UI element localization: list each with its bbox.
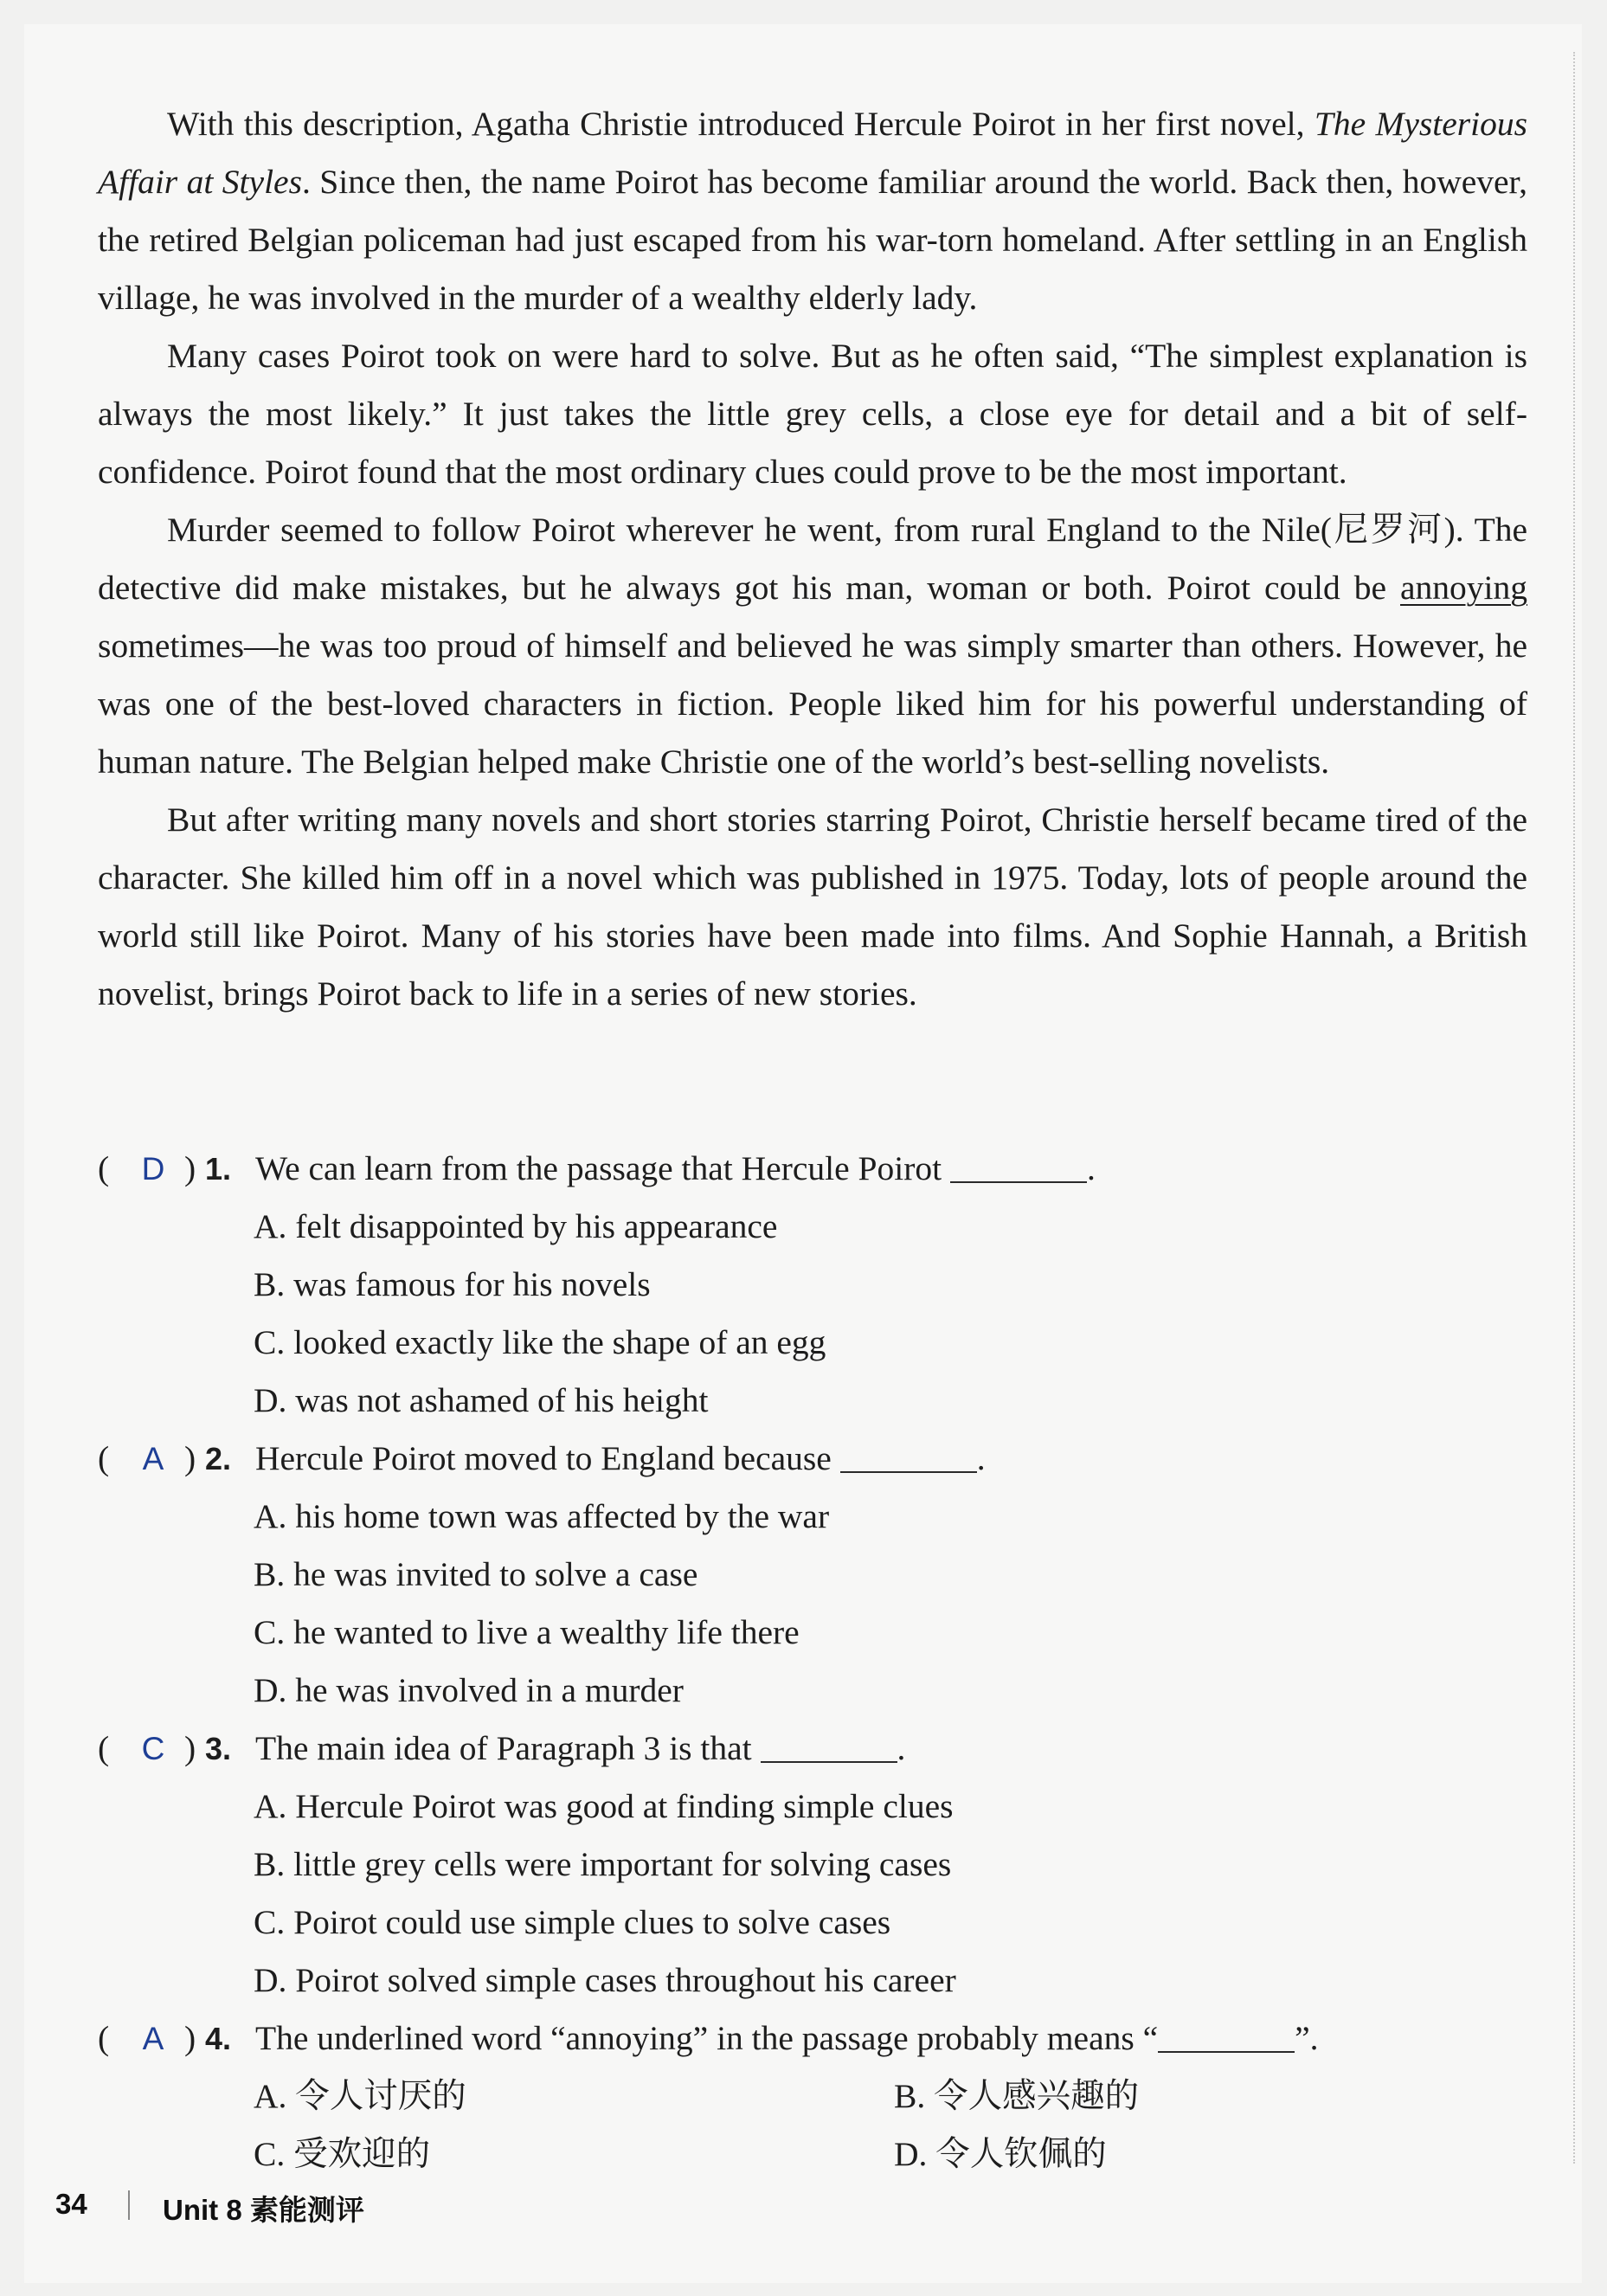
option-a: A. 令人讨厌的	[254, 2077, 466, 2115]
passage-paragraph-4: But after writing many novels and short stories starring Poirot, Christie herself became tired of the character. She killed him off in a novel which was published in 1975. Today, lots of people around the world still like Poirot. Many of his stories have been made into films. And Sophie Hannah, a British novelist, brings Poirot back to life in a series of new stories.	[98, 801, 1527, 1013]
question-4	[98, 2010, 1527, 2183]
option-d: D. Poirot solved simple cases throughout his career	[254, 1961, 956, 1999]
question-stem-row: ( A ) 2. Hercule Poirot moved to England because .	[98, 1430, 1527, 1488]
footer-divider	[128, 2190, 130, 2220]
option-row-cd	[98, 2126, 1527, 2183]
question-2	[98, 1430, 1527, 1720]
question-3	[98, 1720, 1527, 2010]
answer-blank	[950, 1147, 1087, 1183]
answer-blank	[761, 1727, 897, 1763]
option-d: D. 令人钦佩的	[894, 2135, 1107, 2173]
answer-blank	[840, 1437, 977, 1473]
underlined-word: annoying	[1399, 569, 1527, 607]
novel-title: The Mysterious Affair at Styles	[98, 105, 1527, 201]
option-a: A. felt disappointed by his appearance	[254, 1207, 778, 1245]
answer-mark: A	[142, 2021, 164, 2056]
option-c: C. looked exactly like the shape of an egg	[254, 1323, 826, 1361]
option-row-ab	[98, 2068, 1527, 2126]
question-number: 4.	[205, 2021, 232, 2056]
question-stem: The main idea of Paragraph 3 is that .	[255, 1720, 905, 1778]
question-stem-row: ( C ) 3. The main idea of Paragraph 3 is that .	[98, 1720, 1527, 1778]
question-stem: The underlined word “annoying” in the passage probably means “ ”.	[255, 2010, 1319, 2068]
answer-mark: D	[141, 1151, 165, 1187]
question-number: 1.	[205, 1151, 232, 1187]
answer-mark: A	[142, 1441, 164, 1476]
option-b: B. 令人感兴趣的	[894, 2077, 1140, 2115]
page-edge-divider	[1573, 52, 1575, 2164]
option-c: C. 受欢迎的	[254, 2135, 431, 2173]
question-number: 3.	[205, 1731, 232, 1766]
option-b: B. was famous for his novels	[254, 1265, 651, 1303]
reading-passage	[98, 95, 1527, 1023]
passage-paragraph-3: Murder seemed to follow Poirot wherever he went, from rural England to the Nile(尼罗河). The detective did make mistakes, but he always got his man, woman or both. Poirot could be annoying sometimes—he was too proud of himself and believed he was simply smarter than others. However, he was one of the best-loved characters in fiction. People liked him for his powerful understanding of human nature. The Belgian helped make Christie one of the world’s best-selling novelists.	[98, 511, 1527, 781]
question-1	[98, 1140, 1527, 1430]
passage-paragraph-2: Many cases Poirot took on were hard to solve. But as he often said, “The simplest explanation is always the most likely.” It just takes the little grey cells, a close eye for detail and a bit of self-confidence. Poirot found that the most ordinary clues could prove to be the most important.	[98, 337, 1527, 491]
page-number: 34	[55, 2188, 87, 2220]
question-list	[98, 1140, 1527, 2183]
option-d: D. he was involved in a murder	[254, 1671, 684, 1709]
option-c: C. Poirot could use simple clues to solve cases	[254, 1903, 891, 1941]
question-stem-row: ( D ) 1. We can learn from the passage that Hercule Poirot .	[98, 1140, 1527, 1198]
answer-mark: C	[141, 1731, 165, 1766]
answer-blank	[1158, 2016, 1295, 2053]
option-a: A. Hercule Poirot was good at finding simple clues	[254, 1787, 954, 1825]
question-stem-row: ( A ) 4. The underlined word “annoying” in the passage probably means “ ”.	[98, 2010, 1527, 2068]
option-c: C. he wanted to live a wealthy life there	[254, 1613, 800, 1651]
option-a: A. his home town was affected by the war	[254, 1497, 830, 1535]
question-stem: We can learn from the passage that Hercule Poirot .	[255, 1140, 1096, 1198]
unit-label: Unit 8 素能测评	[163, 2194, 364, 2226]
option-d: D. was not ashamed of his height	[254, 1381, 709, 1419]
question-stem: Hercule Poirot moved to England because .	[255, 1430, 986, 1488]
question-number: 2.	[205, 1441, 232, 1476]
option-b: B. he was invited to solve a case	[254, 1555, 698, 1593]
option-b: B. little grey cells were important for solving cases	[254, 1845, 952, 1883]
passage-paragraph-1: With this description, Agatha Christie introduced Hercule Poirot in her first novel, The Mysterious Affair at Styles. Since then, the name Poirot has become familiar around the world. Back then, however, the retired Belgian policeman had just escaped from his war-torn homeland. After settling in an English village, he was involved in the murder of a wealthy elderly lady.	[98, 105, 1527, 317]
